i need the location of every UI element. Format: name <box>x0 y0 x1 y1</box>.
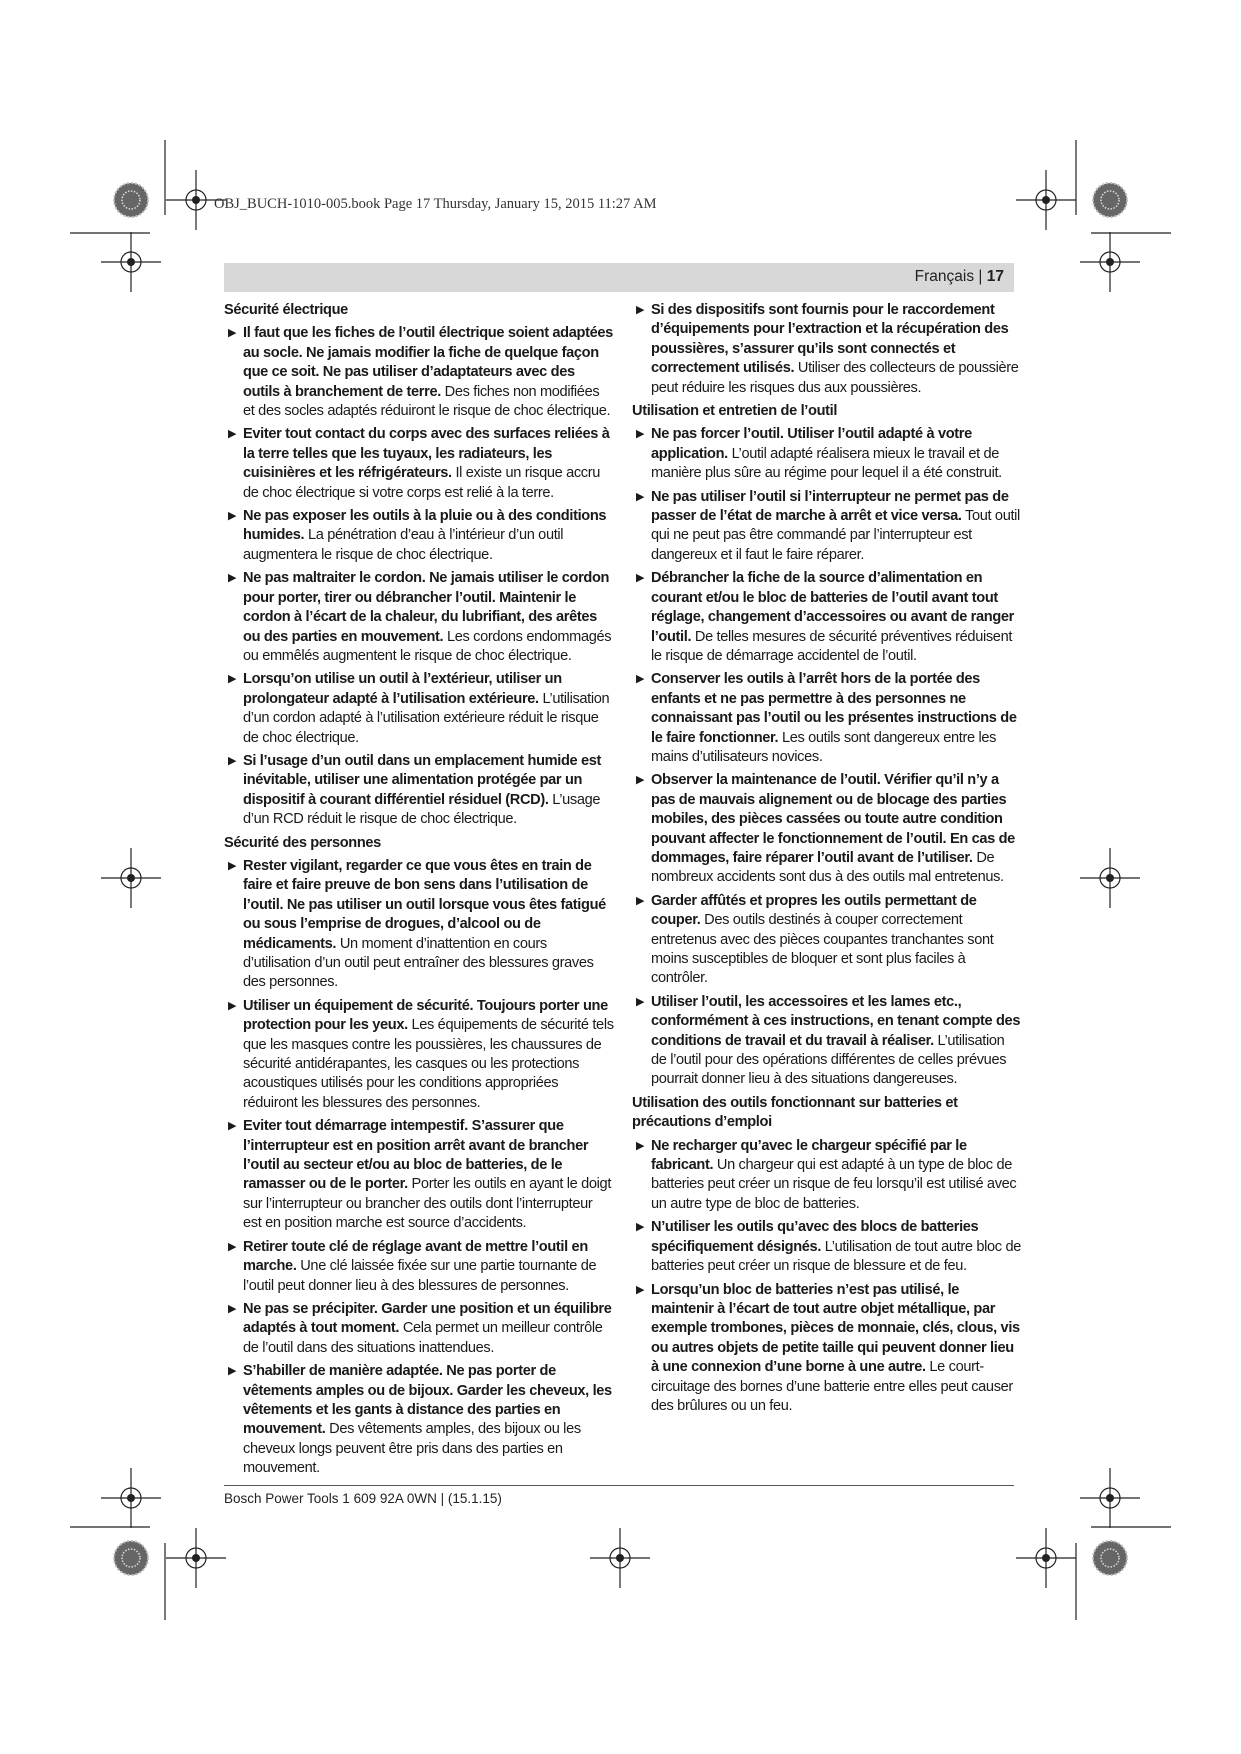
page-header <box>224 263 1014 292</box>
item-text: Utiliser des collecteurs de poussière peut réduire les risques dus aux poussières. <box>651 360 1019 396</box>
bullet-arrow-icon: ▶ <box>636 490 645 503</box>
item-text: Les cordons endommagés ou emmêlés augmentent le risque de choc électrique. <box>243 628 612 664</box>
section-heading: Sécurité électrique <box>224 302 348 318</box>
header-language: Français <box>914 268 975 285</box>
footer-rule <box>224 1485 1014 1486</box>
item-bold-text: Ne pas se précipiter. Garder une position et un équilibre adaptés à tout moment. <box>243 1300 612 1337</box>
list-item <box>224 1238 614 1296</box>
list-item <box>632 569 1022 666</box>
item-bold-text: Ne pas exposer les outils à la pluie ou à des conditions humides. <box>243 508 607 544</box>
bullet-arrow-icon: ▶ <box>228 510 237 523</box>
item-text: De telles mesures de sécurité préventives réduisent le risque de démarrage accidentel de l’outil. <box>651 628 1013 664</box>
bullet-arrow-icon: ▶ <box>636 995 645 1008</box>
list-item <box>632 670 1022 767</box>
item-bold-text: S’habiller de manière adaptée. Ne pas porter de vêtements amples ou de bijoux. Garder les cheveux, les vêtements et les gants à distance des parties en mouvement. <box>243 1363 612 1438</box>
bullet-arrow-icon: ▶ <box>636 304 645 316</box>
bullet-arrow-icon: ▶ <box>228 428 237 441</box>
list-item <box>224 1362 614 1478</box>
section-heading: Utilisation des outils fonctionnant sur batteries et précautions d’emploi <box>632 1094 958 1131</box>
item-text: Des fiches non modifiées et des socles adaptés réduiront le risque de choc électrique. <box>243 383 611 420</box>
item-text: De nombreux accidents sont dus à des outils mal entretenus. <box>651 849 1004 886</box>
item-bold-text: Conserver les outils à l’arrêt hors de la portée des enfants et ne pas permettre à des personnes ne connaissant pas l’outil ou les présentes instructions de le faire fonctionner. <box>651 671 1017 746</box>
list-item <box>224 670 614 748</box>
list-item <box>632 488 1022 566</box>
bullet-arrow-icon: ▶ <box>228 999 237 1012</box>
item-text: Il existe un risque accru de choc électrique si votre corps est relié à la terre. <box>243 465 601 501</box>
bullet-arrow-icon: ▶ <box>636 428 645 441</box>
list-item <box>224 997 614 1113</box>
item-text: L’usage d’un RCD réduit le risque de choc électrique. <box>243 791 601 828</box>
item-text: Des outils destinés à couper correctement entretenus avec des pièces coupantes tranchantes sont moins susceptibles de bloquer et sont plus faciles à contrôler. <box>651 912 994 987</box>
file-info: OBJ_BUCH-1010-005.book Page 17 Thursday, January 15, 2015 11:27 AM <box>214 196 657 212</box>
item-text: Tout outil qui ne peut pas être commandé par l’interrupteur est dangereux et il faut le faire réparer. <box>651 508 1020 563</box>
list-item <box>224 569 614 666</box>
item-bold-text: Si des dispositifs sont fournis pour le raccordement d’équipements pour l’extraction et la récupération des poussières, s’assurer qu’ils sont connectés et correctement utilisés. <box>651 302 1009 377</box>
item-bold-text: Rester vigilant, regarder ce que vous êtes en train de faire et faire preuve de bon sens dans l’utilisation de l’outil. Ne pas utiliser un outil lorsque vous êtes fatigué ou sous l’emprise de drogues, d’alcool ou de médicaments. <box>243 857 606 952</box>
item-text: Les équipements de sécurité tels que les masques contre les poussières, les chaussures de sécurité antidérapantes, les casques ou les protections acoustiques utilisés pour les conditions appropriées réduiront les blessures des personnes. <box>243 1017 614 1111</box>
item-bold-text: Garder affûtés et propres les outils permettant de couper. <box>651 892 977 929</box>
list-item <box>224 1300 614 1358</box>
bullet-arrow-icon: ▶ <box>636 1139 645 1152</box>
bullet-arrow-icon: ▶ <box>228 1302 237 1315</box>
page-footer: Bosch Power Tools 1 609 92A 0WN | (15.1.15) <box>224 1491 502 1506</box>
item-bold-text: Ne pas forcer l’outil. Utiliser l’outil adapté à votre application. <box>651 426 972 462</box>
section-heading: Sécurité des personnes <box>224 834 381 851</box>
list-item <box>632 892 1022 989</box>
item-text: L’outil adapté réalisera mieux le travail et de manière plus sûre au régime pour lequel il a été construit. <box>651 445 1002 482</box>
list-item <box>224 324 614 421</box>
bullet-arrow-icon: ▶ <box>636 1283 645 1296</box>
item-text: Le court-circuitage des bornes d’une batterie entre elles peut causer des brûlures ou un feu. <box>651 1359 1013 1414</box>
item-text: Un chargeur qui est adapté à un type de bloc de batteries peut créer un risque de feu lorsqu’il est utilisé avec un autre type de bloc de batteries. <box>651 1157 1017 1212</box>
list-item <box>632 301 1022 398</box>
list-item <box>224 752 614 830</box>
bullet-arrow-icon: ▶ <box>636 572 645 585</box>
bullet-arrow-icon: ▶ <box>228 859 237 872</box>
item-bold-text: Observer la maintenance de l’outil. Vérifier qu’il n’y a pas de mauvais alignement ou de blocage des parties mobiles, des pièces cassées ou toute autre condition pouvant affecter le fonctionnement de l’outil. En cas de dommages, faire réparer l’outil avant de l’utiliser. <box>651 772 1015 866</box>
header-text <box>915 268 1004 286</box>
list-item <box>632 993 1022 1090</box>
item-bold-text: N’utiliser les outils qu’avec des blocs de batteries spécifiquement désignés. <box>651 1219 979 1255</box>
item-bold-text: Eviter tout contact du corps avec des surfaces reliées à la terre telles que les tuyaux, les radiateurs, les cuisinières et les réfrigérateurs. <box>243 426 610 482</box>
item-bold-text: Retirer toute clé de réglage avant de mettre l’outil en marche. <box>243 1238 588 1275</box>
item-bold-text: Débrancher la fiche de la source d’alimentation en courant et/ou le bloc de batteries de l’outil avant tout réglage, changement d’accessoires ou avant de ranger l’outil. <box>651 570 1015 645</box>
list-item <box>632 1281 1022 1417</box>
item-bold-text: Ne pas maltraiter le cordon. Ne jamais utiliser le cordon pour porter, tirer ou débrancher l’outil. Maintenir le cordon à l’écart de la chaleur, du lubrifiant, des arêtes ou des parties en mouvement. <box>243 570 610 645</box>
section-heading: Utilisation et entretien de l’outil <box>632 403 838 420</box>
item-bold-text: Eviter tout démarrage intempestif. S’assurer que l’interrupteur est en position arrêt avant de brancher l’outil au secteur et/ou au bloc de batteries, de le ramasser ou de le porter. <box>243 1118 589 1193</box>
right-column <box>632 301 1022 1420</box>
item-text: Porter les outils en ayant le doigt sur l’interrupteur ou brancher des outils dont l’interrupteur est en position marche est source d’accidents. <box>243 1176 612 1232</box>
list-item <box>632 1137 1022 1215</box>
item-text: L’utilisation d’un cordon adapté à l’utilisation extérieure réduit le risque de choc électrique. <box>243 690 610 746</box>
left-column <box>224 301 614 1483</box>
item-bold-text: Ne recharger qu’avec le chargeur spécifié par le fabricant. <box>651 1137 967 1174</box>
page-number: 17 <box>986 268 1004 285</box>
bullet-arrow-icon: ▶ <box>228 1240 237 1253</box>
item-bold-text: Utiliser l’outil, les accessoires et les lames etc., conformément à ces instructions, en tenant compte des conditions de travail et du travail à réaliser. <box>651 993 1021 1049</box>
item-text: Les outils sont dangereux entre les mains d’utilisateurs novices. <box>651 729 997 765</box>
list-item <box>632 1218 1022 1276</box>
bullet-arrow-icon: ▶ <box>228 572 237 585</box>
item-bold-text: Utiliser un équipement de sécurité. Toujours porter une protection pour les yeux. <box>243 997 608 1034</box>
list-item <box>224 507 614 565</box>
list-item <box>224 857 614 993</box>
bullet-arrow-icon: ▶ <box>636 894 645 907</box>
bullet-arrow-icon: ▶ <box>228 1365 237 1378</box>
bullet-arrow-icon: ▶ <box>228 754 237 767</box>
bullet-arrow-icon: ▶ <box>636 774 645 787</box>
item-bold-text: Il faut que les fiches de l’outil électrique soient adaptées au socle. Ne jamais modifier la fiche de quelque façon que ce soit. Ne pas utiliser d’adaptateurs avec des outils à branchement de terre. <box>243 325 613 400</box>
item-text: L’utilisation de tout autre bloc de batteries peut créer un risque de blessure et de feu. <box>651 1238 1021 1275</box>
item-text: Cela permet un meilleur contrôle de l’outil dans des situations inattendues. <box>243 1320 603 1356</box>
item-text: Une clé laissée fixée sur une partie tournante de l’outil peut donner lieu à des blessures de personnes. <box>243 1258 597 1294</box>
item-text: La pénétration d’eau à l’intérieur d’un outil augmentera le risque de choc électrique. <box>243 527 564 563</box>
bullet-arrow-icon: ▶ <box>228 327 237 340</box>
item-text: L’utilisation de l’outil pour des opérations différentes de celles prévues pourrait donner lieu à des situations dangereuses. <box>651 1032 1007 1088</box>
item-bold-text: Lorsqu’un bloc de batteries n’est pas utilisé, le maintenir à l’écart de tout autre objet métallique, par exemple trombones, pièces de monnaie, clés, clous, vis ou autres objets de petite taille qui peuvent donner lieu à une connexion d’une borne à une autre. <box>651 1281 1020 1376</box>
list-item <box>632 425 1022 483</box>
bullet-arrow-icon: ▶ <box>228 1120 237 1133</box>
bullet-arrow-icon: ▶ <box>636 673 645 686</box>
item-text: Un moment d’inattention en cours d’utilisation d’un outil peut entraîner des blessures graves des personnes. <box>243 935 594 991</box>
bullet-arrow-icon: ▶ <box>636 1221 645 1234</box>
header-separator: | <box>974 268 987 285</box>
item-text: Des vêtements amples, des bijoux ou les cheveux longs peuvent être pris dans des parties en mouvement. <box>243 1421 581 1477</box>
list-item <box>224 425 614 503</box>
bullet-arrow-icon: ▶ <box>228 673 237 686</box>
item-bold-text: Si l’usage d’un outil dans un emplacement humide est inévitable, utiliser une alimentation protégée par un dispositif à courant différentiel résiduel (RCD). <box>243 752 602 808</box>
item-bold-text: Lorsqu’on utilise un outil à l’extérieur, utiliser un prolongateur adapté à l’utilisation extérieure. <box>243 671 562 707</box>
list-item <box>632 771 1022 887</box>
list-item <box>224 1117 614 1233</box>
item-bold-text: Ne pas utiliser l’outil si l’interrupteur ne permet pas de passer de l’état de marche à arrêt et vice versa. <box>651 488 1009 525</box>
